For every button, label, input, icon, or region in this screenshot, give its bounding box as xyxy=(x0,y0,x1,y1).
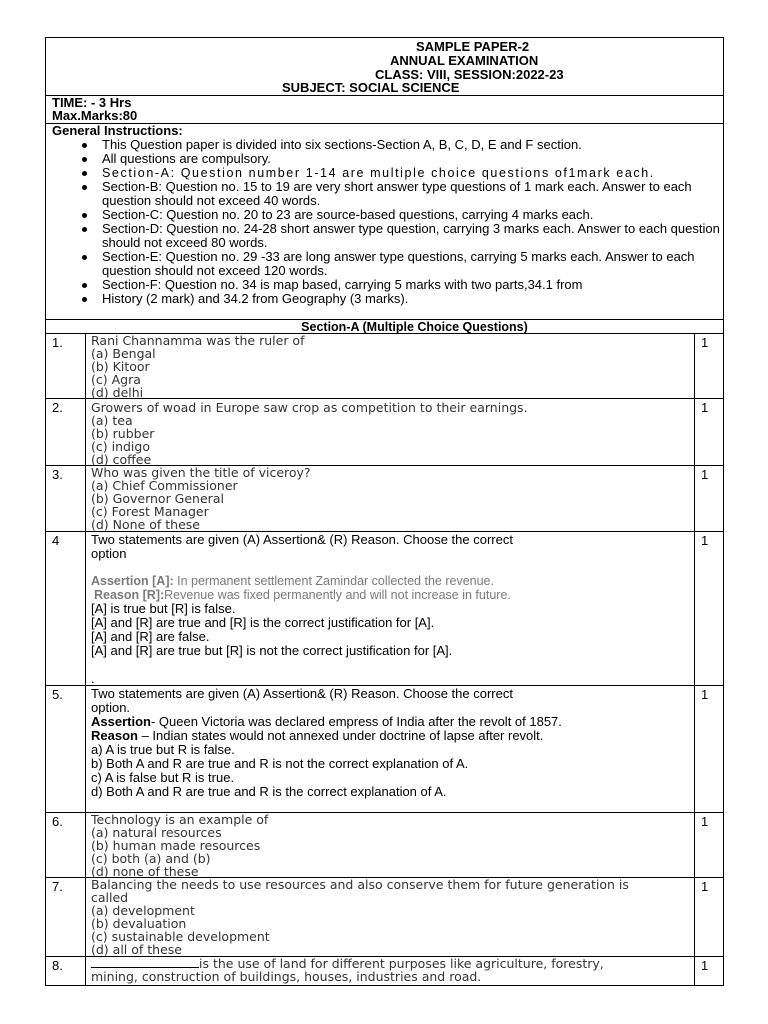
question-row xyxy=(46,686,723,813)
option: (a) development xyxy=(91,903,195,918)
instruction-item: Section-F: Question no. 34 is map based, carrying 5 marks with two parts,34.1 from xyxy=(102,278,723,292)
question-body xyxy=(86,334,695,398)
option: [A] and [R] are true but [R] is not the correct justification for [A]. xyxy=(91,643,453,658)
option: (b) human made resources xyxy=(91,838,261,853)
trailing-dot: . xyxy=(91,671,95,686)
paper-header xyxy=(46,38,723,96)
subject: SUBJECT: SOCIAL SCIENCE xyxy=(282,80,460,95)
option: (a) Bengal xyxy=(91,346,156,361)
assertion xyxy=(91,715,694,729)
option: (b) devaluation xyxy=(91,916,187,931)
class-session: CLASS: VIII, SESSION:2022-23 xyxy=(375,67,564,82)
option: (b) Kitoor xyxy=(91,359,150,374)
question-number: 6. xyxy=(46,813,86,877)
question-row xyxy=(46,466,723,532)
paper-title: SAMPLE PAPER-2 xyxy=(416,39,530,54)
option: a) A is true but R is false. xyxy=(91,742,235,757)
question-stem: Who was given the title of viceroy? xyxy=(91,465,311,480)
reason xyxy=(91,588,694,602)
option: [A] and [R] are true and [R] is the correct justification for [A]. xyxy=(91,615,435,630)
option: [A] is true but [R] is false. xyxy=(91,601,236,616)
question-number: 8. xyxy=(46,957,86,985)
question-stem: Technology is an example of xyxy=(91,812,269,827)
question-row xyxy=(46,399,723,466)
option: (d) none of these xyxy=(91,864,199,879)
question-stem: Two statements are given (A) Assertion& (R) Reason. Choose the correct xyxy=(91,686,513,701)
option: (a) Chief Commissioner xyxy=(91,478,238,493)
question-marks: 1 xyxy=(701,687,709,702)
time-marks-box xyxy=(46,96,723,124)
assertion-text: In permanent settlement Zamindar collected the revenue. xyxy=(173,574,494,588)
instruction-item: Section-B: Question no. 15 to 19 are very short answer type questions of 1 mark each. Answer to each question should not exceed 40 words. xyxy=(102,180,723,208)
instruction-item: Section-C: Question no. 20 to 23 are source-based questions, carrying 4 marks each. xyxy=(102,208,723,222)
option: [A] and [R] are false. xyxy=(91,629,210,644)
assertion-text: - Queen Victoria was declared empress of India after the revolt of 1857. xyxy=(150,714,562,729)
reason-label: Reason xyxy=(91,728,138,743)
question-body xyxy=(86,686,695,812)
reason-label: Reason [R]: xyxy=(94,588,165,602)
option: (d) coffee xyxy=(91,452,152,467)
question-stem-cont: option. xyxy=(91,700,131,715)
question-marks: 1 xyxy=(701,335,709,350)
option: (a) tea xyxy=(91,413,133,428)
option: (d) all of these xyxy=(91,942,182,957)
assertion xyxy=(91,574,694,588)
question-body xyxy=(86,878,695,956)
question-stem: Two statements are given (A) Assertion& (R) Reason. Choose the correct xyxy=(91,532,513,547)
max-marks: Max.Marks:80 xyxy=(52,108,138,123)
reason-text: Revenue was fixed permanently and will not increase in future. xyxy=(164,588,511,602)
assertion-label: Assertion xyxy=(91,714,151,729)
reason-text: – Indian states would not annexed under doctrine of lapse after revolt. xyxy=(137,728,544,743)
question-number: 7. xyxy=(46,878,86,956)
question-body xyxy=(86,957,695,985)
question-row xyxy=(46,878,723,957)
option: (c) both (a) and (b) xyxy=(91,851,211,866)
question-stem-cont: called xyxy=(91,890,129,905)
question-number: 1. xyxy=(46,334,86,398)
instruction-item: This Question paper is divided into six sections-Section A, B, C, D, E and F section. xyxy=(102,138,723,152)
general-instructions xyxy=(46,124,723,320)
option: (d) None of these xyxy=(91,517,200,532)
question-body xyxy=(86,813,695,877)
question-row xyxy=(46,813,723,878)
question-number: 4 xyxy=(46,532,86,685)
question-stem: Rani Channamma was the ruler of xyxy=(91,333,305,348)
question-marks: 1 xyxy=(701,958,709,973)
question-body xyxy=(86,466,695,531)
option: (c) sustainable development xyxy=(91,929,270,944)
question-body xyxy=(86,532,695,685)
instructions-title: General Instructions: xyxy=(52,123,183,138)
instruction-item: All questions are compulsory. xyxy=(102,152,723,166)
question-number: 5. xyxy=(46,686,86,812)
exam-name: ANNUAL EXAMINATION xyxy=(390,53,539,68)
fill-in-blank xyxy=(91,957,199,968)
question-body xyxy=(86,399,695,465)
option: (b) Governor General xyxy=(91,491,224,506)
instruction-item: History (2 mark) and 34.2 from Geography (3 marks). xyxy=(102,292,723,306)
option: c) A is false but R is true. xyxy=(91,770,235,785)
question-stem-cont: mining, construction of buildings, houses, industries and road. xyxy=(91,969,482,984)
section-a-heading: Section-A (Multiple Choice Questions) xyxy=(46,320,723,334)
option: (c) Forest Manager xyxy=(91,504,209,519)
question-number: 3. xyxy=(46,466,86,531)
question-row xyxy=(46,957,723,985)
question-marks: 1 xyxy=(701,400,709,415)
option: d) Both A and R are true and R is the correct explanation of A. xyxy=(91,784,447,799)
option: (c) indigo xyxy=(91,439,150,454)
instruction-item: Section-D: Question no. 24-28 short answer type question, carrying 3 marks each. Answer to each question should not exceed 80 words. xyxy=(102,222,723,250)
assertion-label: Assertion [A]: xyxy=(91,574,174,588)
question-marks: 1 xyxy=(701,533,709,548)
instruction-item: Section-E: Question no. 29 -33 are long answer type questions, carrying 5 marks each. Answer to each question should not exceed 120 words. xyxy=(102,250,723,278)
question-stem: Growers of woad in Europe saw crop as competition to their earnings. xyxy=(91,400,528,415)
option: (c) Agra xyxy=(91,372,141,387)
question-marks: 1 xyxy=(701,879,709,894)
option: (d) delhi xyxy=(91,385,144,400)
instructions-list xyxy=(52,138,723,306)
question-row xyxy=(46,334,723,399)
question-stem: Balancing the needs to use resources and also conserve them for future generation is xyxy=(91,877,629,892)
reason xyxy=(91,729,694,743)
question-stem-cont: option xyxy=(91,546,127,561)
question-marks: 1 xyxy=(701,467,709,482)
option: (b) rubber xyxy=(91,426,155,441)
instruction-item: Section-A: Question number 1-14 are multiple choice questions of1mark each. xyxy=(102,166,723,180)
question-row xyxy=(46,532,723,686)
paper-frame xyxy=(45,37,724,986)
option: (a) natural resources xyxy=(91,825,222,840)
time-allowed: TIME: - 3 Hrs xyxy=(52,95,132,110)
option: b) Both A and R are true and R is not the correct explanation of A. xyxy=(91,756,469,771)
question-marks: 1 xyxy=(701,814,709,829)
question-number: 2. xyxy=(46,399,86,465)
question-stem-text: is the use of land for different purposes like agriculture, forestry, xyxy=(199,956,604,971)
